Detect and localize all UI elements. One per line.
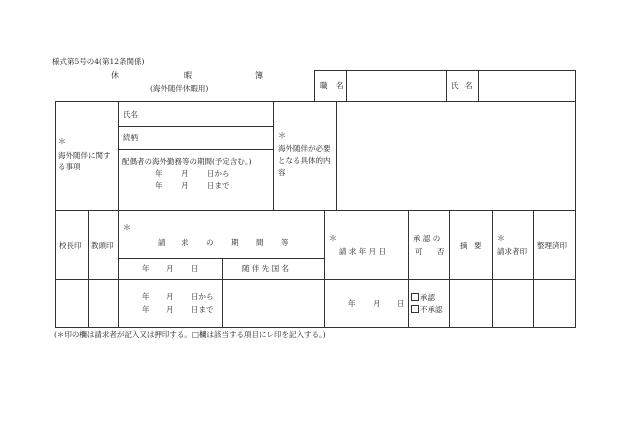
- period-to-year: 年: [155, 181, 163, 190]
- shokumei-field[interactable]: [347, 71, 446, 101]
- shokumei-label-b: 名: [336, 81, 344, 90]
- row-to-day: 日まで: [191, 305, 214, 314]
- shokumei-label-a: 職: [320, 81, 328, 90]
- row-from-day: 日から: [191, 292, 214, 301]
- date-col-month: 月: [166, 264, 174, 273]
- reason-field[interactable]: [337, 102, 575, 209]
- divider: [118, 126, 273, 127]
- checkbox-icon[interactable]: [411, 305, 419, 313]
- divider: [118, 210, 119, 328]
- title-subtitle: (海外随伴休暇用): [150, 84, 209, 93]
- relationship-label: 続柄: [123, 133, 138, 142]
- approve-option[interactable]: [411, 293, 435, 303]
- request-date-header: 請 求 年 月 日: [339, 247, 387, 256]
- request-date-star: ＊: [329, 234, 337, 243]
- reason-label-line3: 容: [278, 168, 286, 177]
- processed-seal-cell[interactable]: [534, 280, 575, 327]
- disapprove-label: 不承認: [420, 305, 443, 314]
- approve-label: 承認: [420, 293, 435, 302]
- section1-label-line1: 海外随伴に関す: [58, 151, 111, 160]
- req-date-month: 月: [373, 299, 381, 308]
- date-col-year: 年: [142, 264, 150, 273]
- shimei-label-a: 氏: [451, 81, 459, 90]
- requester-seal-cell[interactable]: [493, 280, 533, 327]
- disapprove-option[interactable]: [411, 305, 443, 315]
- request-period-char-2: 求: [181, 238, 189, 247]
- req-date-day: 日: [397, 299, 405, 308]
- title-char-3: 簿: [255, 71, 263, 80]
- principal-seal-cell[interactable]: [56, 280, 88, 327]
- requester-seal-header: 請求者印: [497, 247, 527, 256]
- reason-star: ＊: [278, 131, 286, 140]
- section1-label-line2: る事項: [58, 162, 81, 171]
- request-period-char-5: 間: [256, 238, 264, 247]
- request-period-star: ＊: [123, 223, 131, 232]
- head-teacher-seal-cell[interactable]: [89, 280, 118, 327]
- date-col-day: 日: [191, 264, 199, 273]
- processed-seal-header: 整理済印: [537, 241, 567, 250]
- row-to-year: 年: [142, 305, 150, 314]
- row-from-month: 月: [166, 292, 174, 301]
- reason-label-line1: 海外随伴が必要: [278, 144, 331, 153]
- period-to-month: 月: [181, 181, 189, 190]
- divider: [118, 101, 119, 210]
- row-to-month: 月: [166, 305, 174, 314]
- requester-seal-star: ＊: [497, 234, 505, 243]
- checkbox-icon[interactable]: [411, 293, 419, 301]
- divider: [118, 258, 324, 259]
- title-char-2: 暇: [184, 71, 192, 80]
- shimei-label-b: 名: [465, 81, 473, 90]
- period-from-day: 日から: [207, 169, 230, 178]
- spouse-period-label: 配偶者の海外勤務等の期間(予定含む。): [122, 157, 252, 166]
- approval-header-a: 可: [415, 247, 423, 256]
- divider: [324, 210, 325, 328]
- divider: [118, 149, 273, 150]
- form-number: 様式第5号の4(第12条関係): [52, 57, 145, 66]
- request-period-char-6: 等: [281, 238, 289, 247]
- title-char-1: 休: [111, 71, 119, 80]
- request-period-char-3: の: [206, 238, 214, 247]
- period-to-day: 日まで: [207, 181, 230, 190]
- reason-label-line2: となる具体的内: [278, 156, 331, 165]
- principal-seal-header: 校長印: [59, 241, 82, 250]
- remarks-header-b: 要: [474, 241, 482, 250]
- request-period-char-1: 請: [158, 238, 166, 247]
- divider: [408, 210, 409, 328]
- accompany-country-header: 随 伴 先 国 名: [242, 264, 290, 273]
- approval-header-top: 承 認 の: [413, 234, 441, 243]
- section1-star: ＊: [58, 137, 66, 146]
- req-date-year: 年: [348, 299, 356, 308]
- row-from-year: 年: [142, 292, 150, 301]
- country-cell[interactable]: [223, 280, 324, 327]
- approval-header-b: 否: [437, 247, 445, 256]
- divider: [273, 101, 274, 210]
- period-from-year: 年: [155, 169, 163, 178]
- remarks-cell[interactable]: [450, 280, 492, 327]
- head-teacher-seal-header: 教頭印: [91, 241, 114, 250]
- shimei-field[interactable]: [479, 71, 575, 101]
- divider: [446, 70, 447, 102]
- remarks-header-a: 摘: [460, 241, 468, 250]
- period-from-month: 月: [181, 169, 189, 178]
- request-period-char-4: 期: [231, 238, 239, 247]
- footnote: (＊印の欄は請求者が記入又は押印する。□欄は該当する項目にレ印を記入する。): [54, 330, 326, 339]
- section-divider: [55, 210, 576, 211]
- spouse-name-label: 氏名: [123, 110, 138, 119]
